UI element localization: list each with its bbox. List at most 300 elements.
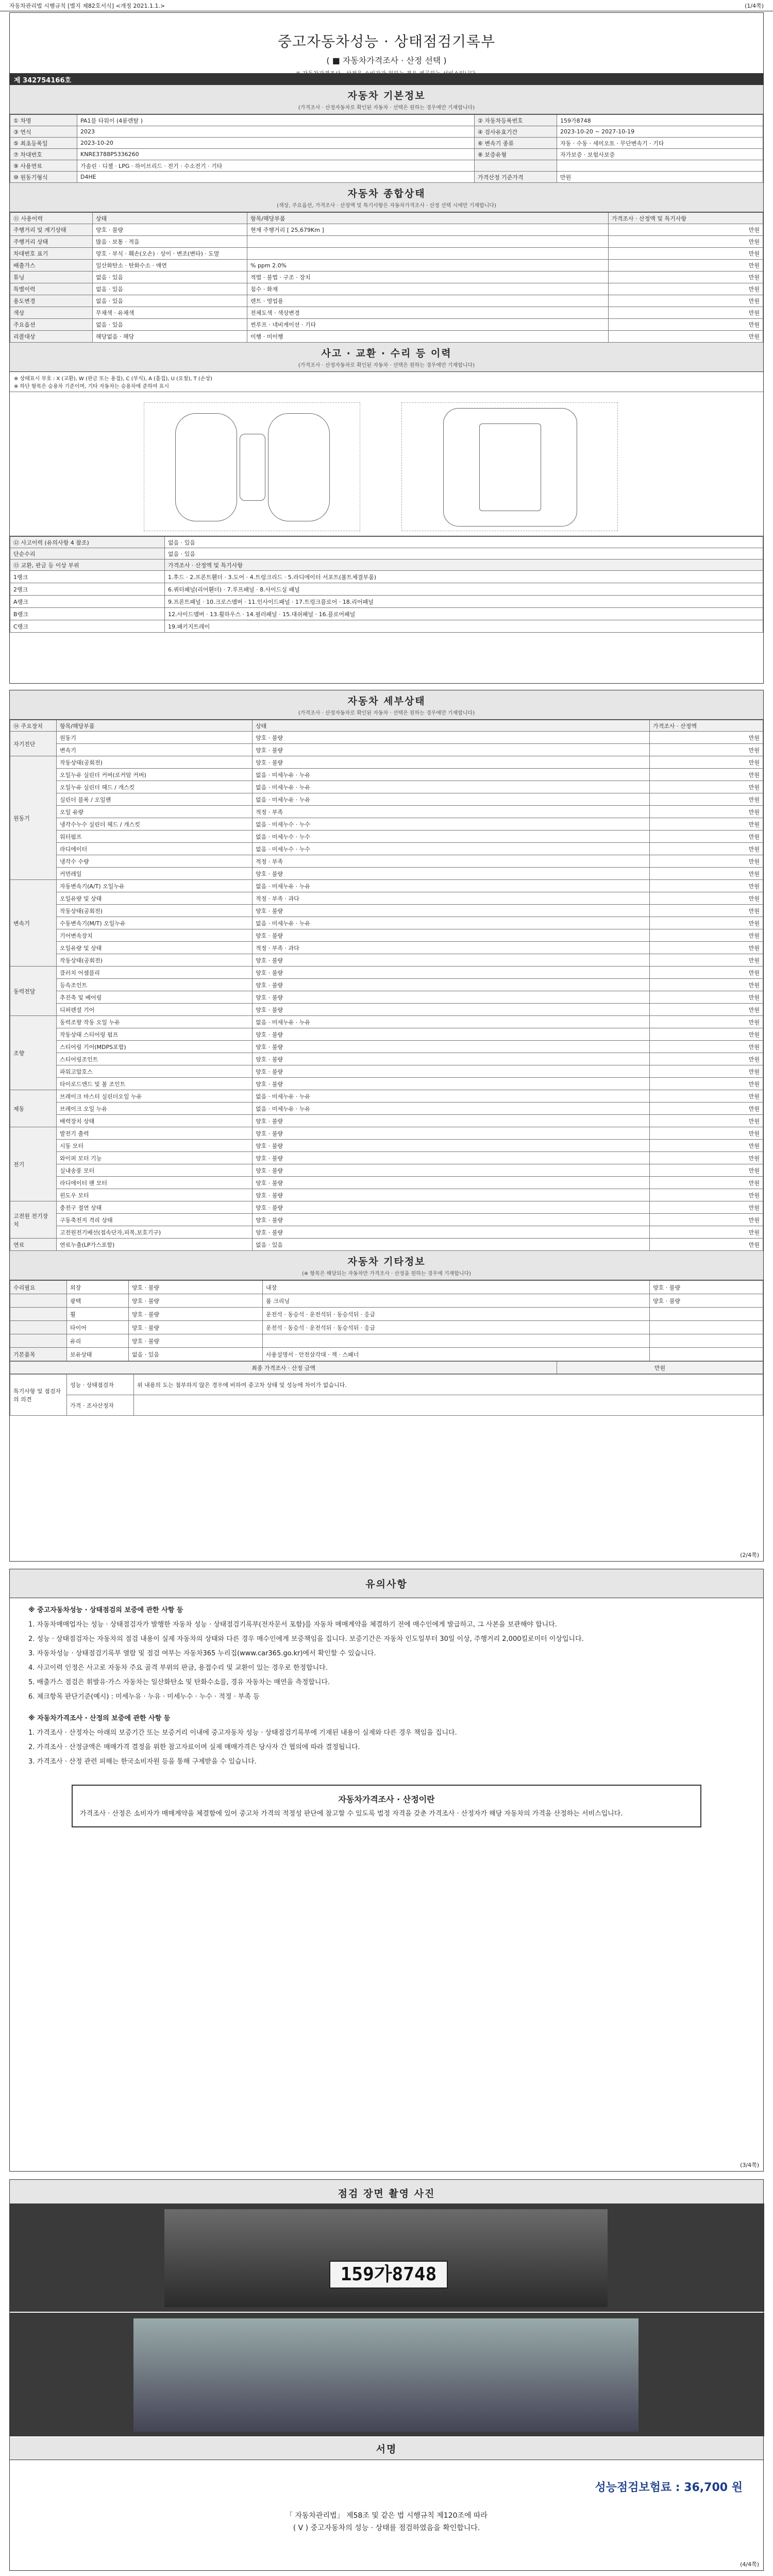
part-state: 없음 · 미세누유 · 누유 xyxy=(253,1090,650,1103)
table-row xyxy=(10,942,763,954)
row-label: 주행거리 및 계기상태 xyxy=(10,224,93,236)
item-state: 양호 · 불량 xyxy=(129,1281,263,1294)
item-label: 보유상태 xyxy=(67,1348,129,1361)
part-name: 라디에이터 xyxy=(57,843,253,855)
part-name: 워터펌프 xyxy=(57,831,253,843)
row-state: 없음 · 있음 xyxy=(165,548,763,560)
part-name: 연료누출(LP가스포함) xyxy=(57,1239,253,1251)
table-row xyxy=(10,892,763,905)
panel-items: 1.후드 · 2.프론트휀더 · 3.도어 · 4.트렁크리드 · 5.라디에이터 서포트(볼트체결부품) xyxy=(165,571,763,583)
section-title: 점검 장면 촬영 사진 xyxy=(338,2188,435,2199)
row-label: ⑬ 교환, 판금 등 이상 부위 xyxy=(10,560,165,571)
table-row xyxy=(10,248,763,260)
panel-items: 6.쿼터패널(리어휀더) · 7.루프패널 · 8.사이드실 패널 xyxy=(165,583,763,596)
item-state-2: 양호 · 불량 xyxy=(650,1281,763,1294)
field-value: 2023-10-20 ~ 2027-10-19 xyxy=(557,126,763,138)
field-value: D4HE xyxy=(77,172,475,183)
table-row xyxy=(10,260,763,272)
part-state: 양호 · 불량 xyxy=(253,1127,650,1140)
part-price: 만원 xyxy=(650,979,763,991)
row-price: 만원 xyxy=(609,260,763,272)
underside-photo xyxy=(10,2313,764,2436)
table-row xyxy=(10,855,763,868)
part-price: 만원 xyxy=(650,1078,763,1090)
group-label: 원동기 xyxy=(10,756,57,880)
panel-rank: 1랭크 xyxy=(10,571,165,583)
field-value: PA1블 타워이 (4륜렌탈 ) xyxy=(77,115,475,126)
part-price: 만원 xyxy=(650,929,763,942)
table-row xyxy=(10,880,763,892)
field-value xyxy=(557,160,763,172)
part-price: 만원 xyxy=(650,880,763,892)
appraiser-remarks xyxy=(134,1395,763,1416)
table-row xyxy=(10,1281,763,1294)
table-row xyxy=(10,620,763,633)
part-state: 적정 · 부족 xyxy=(253,806,650,818)
item-label-2: 운전석 · 동승석 · 운전석뒤 · 동승석뒤 · 응급 xyxy=(263,1308,650,1321)
notice-section xyxy=(10,1569,763,1598)
field-label: ① 차명 xyxy=(10,115,77,126)
part-name: 냉각수누수 실린더 헤드 / 개스킷 xyxy=(57,818,253,831)
table-row xyxy=(10,1164,763,1177)
part-state: 양호 · 불량 xyxy=(253,1214,650,1226)
notice-heading: ※ 중고자동차성능 · 상태점검의 보증에 관한 사항 등 xyxy=(28,1606,183,1614)
field-label: ⑨ 사용연료 xyxy=(10,160,77,172)
table-row xyxy=(10,1016,763,1028)
field-label: ③ 연식 xyxy=(10,126,77,138)
section-title: 자동차 세부상태 xyxy=(347,696,426,707)
part-state: 양호 · 불량 xyxy=(253,1041,650,1053)
part-price: 만원 xyxy=(650,892,763,905)
section-note: (가격조사 · 산정자동차로 확인된 자동차 · 선택은 원하는 경우에만 기재합니다) xyxy=(298,710,475,716)
row-label: 단순수리 xyxy=(10,548,165,560)
group-label xyxy=(10,1321,67,1334)
row-label: ⑫ 사고이력 (유의사항 4 참조) xyxy=(10,537,165,548)
row-state: 무채색 · 유채색 xyxy=(93,307,247,319)
part-price: 만원 xyxy=(650,868,763,880)
row-state: 없음 · 있음 xyxy=(93,283,247,295)
col-header: 항목/해당부품 xyxy=(57,720,253,732)
row-label: 리콜대상 xyxy=(10,331,93,343)
field-label: ⑥ 변속기 종류 xyxy=(475,138,557,149)
notice-item: 2. 성능 · 상태점검자는 자동차의 점검 내용이 실제 자동차의 상태와 다른 경우 매수인에게 보증책임을 집니다. 보증기간은 자동차 인도일부터 30일 이상, 주행거리 2,000킬로미터 이상입니다. xyxy=(28,1635,584,1643)
row-state: 없음 · 있음 xyxy=(93,319,247,331)
table-row xyxy=(10,1239,763,1251)
col-header: ⑭ 주요장치 xyxy=(10,720,57,732)
form-header xyxy=(10,13,763,85)
page-2 xyxy=(9,690,764,1562)
part-state: 적정 · 부족 · 과다 xyxy=(253,942,650,954)
part-state: 양호 · 불량 xyxy=(253,732,650,744)
part-state: 양호 · 불량 xyxy=(253,954,650,967)
part-price: 만원 xyxy=(650,1177,763,1189)
car-diagram xyxy=(10,392,763,536)
table-row xyxy=(10,1321,763,1334)
field-value: 2023 xyxy=(77,126,475,138)
table-row xyxy=(10,571,763,583)
table-row xyxy=(10,1127,763,1140)
overall-section xyxy=(10,183,763,212)
part-name: 파워고압호스 xyxy=(57,1065,253,1078)
table-row xyxy=(10,781,763,793)
row-item: 이행 · 미이행 xyxy=(247,331,609,343)
section-note: (가격조사 · 산정자동차로 확인된 자동차 · 선택은 원하는 경우에만 기재합니다) xyxy=(298,363,475,368)
table-row xyxy=(10,1201,763,1214)
item-label: 광택 xyxy=(67,1294,129,1308)
item-label: 외장 xyxy=(67,1281,129,1294)
overall-table xyxy=(10,212,763,343)
part-state: 양호 · 불량 xyxy=(253,1053,650,1065)
part-price: 만원 xyxy=(650,756,763,769)
row-label: 주행거리 상태 xyxy=(10,236,93,248)
part-name: 추진축 및 베어링 xyxy=(57,991,253,1004)
part-name: 와이퍼 모터 기능 xyxy=(57,1152,253,1164)
row-price: 만원 xyxy=(609,295,763,307)
row-label: 튜닝 xyxy=(10,272,93,283)
row-item: 썬루프 · 네비게이션 · 기타 xyxy=(247,319,609,331)
col-header: ⑪ 사용이력 xyxy=(10,213,93,224)
part-state: 양호 · 불량 xyxy=(253,744,650,756)
col-header: 가격조사 · 산정액 및 특기사항 xyxy=(609,213,763,224)
table-row xyxy=(10,1152,763,1164)
row-label: 가격조사 · 산정액 및 특기사항 xyxy=(165,560,763,571)
table-row xyxy=(10,1334,763,1348)
part-name: 스티어링 기어(MDPS포함) xyxy=(57,1041,253,1053)
row-price: 만원 xyxy=(609,224,763,236)
part-state: 양호 · 불량 xyxy=(253,929,650,942)
table-row xyxy=(10,596,763,608)
panel-rank: C랭크 xyxy=(10,620,165,633)
page-indicator: (4/4쪽) xyxy=(740,2561,759,2568)
field-label: ⑤ 최초등록일 xyxy=(10,138,77,149)
table-row xyxy=(10,1041,763,1053)
field-label: 가격산정 기준가격 xyxy=(475,172,557,183)
group-label: 연료 xyxy=(10,1239,57,1251)
part-state: 없음 · 미세누유 · 누유 xyxy=(253,880,650,892)
part-state: 적정 · 부족 xyxy=(253,855,650,868)
table-row xyxy=(10,806,763,818)
part-name: 디퍼렌셜 기어 xyxy=(57,1004,253,1016)
row-state: 없음 · 있음 xyxy=(165,537,763,548)
legend-text: ※ 상태표시 부호 : X (교환), W (판금 또는 용접), C (부식), A (흠집), U (요철), T (손상) xyxy=(14,376,213,382)
table-row xyxy=(10,843,763,855)
part-state: 양호 · 불량 xyxy=(253,967,650,979)
section-title: 자동차 기타정보 xyxy=(347,1256,426,1267)
part-name: 실내송풍 모터 xyxy=(57,1164,253,1177)
part-state: 없음 · 미세누유 · 누유 xyxy=(253,769,650,781)
group-label: 제동 xyxy=(10,1090,57,1127)
part-price: 만원 xyxy=(650,1164,763,1177)
notice-heading-2: ※ 자동차가격조사 · 산정의 보증에 관한 사항 등 xyxy=(28,1715,171,1722)
part-name: 커먼레일 xyxy=(57,868,253,880)
row-item xyxy=(247,248,609,260)
remarks-table xyxy=(10,1374,763,1416)
part-state: 없음 · 미세누유 · 누유 xyxy=(253,1016,650,1028)
part-state: 양호 · 불량 xyxy=(253,1164,650,1177)
table-row xyxy=(10,1103,763,1115)
basic-info-table xyxy=(10,114,763,183)
part-state: 없음 · 있음 xyxy=(253,1239,650,1251)
part-price: 만원 xyxy=(650,793,763,806)
table-row xyxy=(10,172,763,183)
part-name: 타이로드엔드 및 볼 조인트 xyxy=(57,1078,253,1090)
part-price: 만원 xyxy=(650,1053,763,1065)
form-subtitle: ( ■ 자동차가격조사 · 산정 선택 ) xyxy=(326,56,447,65)
part-price: 만원 xyxy=(650,1090,763,1103)
detail-table xyxy=(10,720,763,1251)
row-item: 전체도색 · 색상변경 xyxy=(247,307,609,319)
part-price: 만원 xyxy=(650,818,763,831)
part-name: 작동상태(공회전) xyxy=(57,905,253,917)
part-state: 양호 · 불량 xyxy=(253,1152,650,1164)
row-label: 용도변경 xyxy=(10,295,93,307)
col-header: 가격조사 · 산정액 xyxy=(650,720,763,732)
table-row xyxy=(10,868,763,880)
page-1 xyxy=(9,12,764,684)
part-name: 동력조향 작동 오일 누유 xyxy=(57,1016,253,1028)
panel-items: 12.사이드멤버 · 13.휠하우스 · 14.필러패널 · 15.대쉬패널 · 16.플로어패널 xyxy=(165,608,763,620)
part-price: 만원 xyxy=(650,1065,763,1078)
appraisal-info-box xyxy=(72,1785,701,1827)
table-row xyxy=(10,319,763,331)
item-state: 양호 · 불량 xyxy=(129,1294,263,1308)
part-name: 오일유량 및 상태 xyxy=(57,892,253,905)
row-item: 현재 주행거리 [ 25,679Km ] xyxy=(247,224,609,236)
notice-item: 3. 자동차성능 · 상태점검기록부 열람 및 점검 여부는 자동차365 누리집(www.car365.go.kr)에서 확인할 수 있습니다. xyxy=(28,1650,376,1657)
part-price: 만원 xyxy=(650,1214,763,1226)
notice-item: 6. 체크항목 판단기준(예시) : 미세누유 · 누유 · 미세누수 · 누수 · 적정 · 부족 등 xyxy=(28,1693,260,1701)
panel-items: 9.프론트패널 · 10.크로스멤버 · 11.인사이드패널 · 17.트렁크플로어 · 18.리어패널 xyxy=(165,596,763,608)
notice-item: 4. 사고이력 인정은 사고로 자동차 주요 골격 부위의 판금, 용접수리 및 교환이 있는 경우로 한정합니다. xyxy=(28,1664,328,1672)
col-header: 항목/해당부품 xyxy=(247,213,609,224)
table-row xyxy=(10,1090,763,1103)
table-row xyxy=(10,917,763,929)
table-row xyxy=(10,1053,763,1065)
item-label-2: 운전석 · 동승석 · 운전석뒤 · 동승석뒤 · 응급 xyxy=(263,1321,650,1334)
row-state: 양호 · 불량 xyxy=(93,224,247,236)
detail-section xyxy=(10,690,763,720)
table-row xyxy=(10,1214,763,1226)
section-title: 사고 · 교환 · 수리 등 이력 xyxy=(321,348,452,359)
front-photo xyxy=(10,2204,764,2312)
group-label: 전기 xyxy=(10,1127,57,1201)
part-name: 변속기 xyxy=(57,744,253,756)
law-statement-2: ( V ) 중고자동차의 성능 · 상태를 점검하였음을 확인합니다. xyxy=(293,2524,480,2532)
section-title: 서명 xyxy=(376,2444,397,2455)
row-label: 주요옵션 xyxy=(10,319,93,331)
section-note: (※ 항목은 해당되는 자동차만 가격조사 · 산정을 원하는 경우에 기재합니다) xyxy=(301,1271,472,1277)
row-item: 렌트 · 영업용 xyxy=(247,295,609,307)
part-state: 양호 · 불량 xyxy=(253,1078,650,1090)
table-row xyxy=(10,272,763,283)
part-price: 만원 xyxy=(650,991,763,1004)
row-state: 없음 · 있음 xyxy=(93,272,247,283)
table-row xyxy=(10,967,763,979)
part-price: 만원 xyxy=(650,1103,763,1115)
part-state: 양호 · 불량 xyxy=(253,1226,650,1239)
part-name: 발전기 출력 xyxy=(57,1127,253,1140)
item-label: 휠 xyxy=(67,1308,129,1321)
row-price: 만원 xyxy=(609,272,763,283)
section-title: 유의사항 xyxy=(365,1579,408,1590)
field-value: 자가보증 · 보험사보증 xyxy=(557,149,763,160)
table-row xyxy=(10,1294,763,1308)
table-row xyxy=(10,295,763,307)
table-row xyxy=(10,991,763,1004)
part-price: 만원 xyxy=(650,954,763,967)
table-row xyxy=(10,732,763,744)
remarks-label: 특기사항 및 점검자의 의견 xyxy=(10,1375,67,1416)
row-label: 색상 xyxy=(10,307,93,319)
table-row xyxy=(10,548,763,560)
section-title: 자동차 기본정보 xyxy=(347,90,426,101)
row-label: 차대번호 표기 xyxy=(10,248,93,260)
item-state-2 xyxy=(650,1334,763,1348)
row-price: 만원 xyxy=(609,283,763,295)
group-label: 고전원 전기장치 xyxy=(10,1201,57,1239)
row-label: 배출가스 xyxy=(10,260,93,272)
row-item: % ppm 2.0% xyxy=(247,260,609,272)
part-price: 만원 xyxy=(650,1127,763,1140)
part-name: 등속조인트 xyxy=(57,979,253,991)
field-label: ⑦ 차대번호 xyxy=(10,149,77,160)
group-label: 수리필요 xyxy=(10,1281,67,1294)
part-state: 없음 · 미세누유 · 누유 xyxy=(253,1103,650,1115)
section-title: 자동차 종합상태 xyxy=(347,188,426,199)
table-row xyxy=(10,1226,763,1239)
table-row xyxy=(10,905,763,917)
table-row xyxy=(10,818,763,831)
part-state: 양호 · 불량 xyxy=(253,1028,650,1041)
part-name: 기어변속장치 xyxy=(57,929,253,942)
part-price: 만원 xyxy=(650,905,763,917)
part-state: 없음 · 미세누수 · 누수 xyxy=(253,843,650,855)
table-row xyxy=(10,769,763,781)
table-row xyxy=(10,1115,763,1127)
part-state: 없음 · 미세누유 · 누유 xyxy=(253,793,650,806)
section-note: (색상, 주요옵션, 가격조사 · 산정액 및 특기사항은 자동차가격조사 · 산정 선택 시에만 기재합니다) xyxy=(277,203,496,209)
part-name: 자동변속기(A/T) 오일누유 xyxy=(57,880,253,892)
part-name: 냉각수 수량 xyxy=(57,855,253,868)
part-name: 실린더 블록 / 오일팬 xyxy=(57,793,253,806)
part-price: 만원 xyxy=(650,781,763,793)
part-price: 만원 xyxy=(650,831,763,843)
part-state: 양호 · 불량 xyxy=(253,1140,650,1152)
table-row xyxy=(10,1028,763,1041)
notice-item: 5. 배출가스 점검은 휘발유·가스 자동차는 일산화탄소 및 탄화수소를, 경유 자동차는 매연을 측정합니다. xyxy=(28,1679,330,1686)
accident-section xyxy=(10,343,763,372)
part-name: 클러치 어셈블리 xyxy=(57,967,253,979)
row-price: 만원 xyxy=(609,331,763,343)
item-state-2 xyxy=(650,1321,763,1334)
part-name: 구동축전지 격리 상태 xyxy=(57,1214,253,1226)
field-label: ⑧ 보증유형 xyxy=(475,149,557,160)
insurance-fee: 성능점검보험료 : 36,700 원 xyxy=(595,2481,743,2494)
table-row xyxy=(10,115,763,126)
group-label xyxy=(10,1294,67,1308)
table-row xyxy=(10,537,763,548)
box-title: 자동차가격조사 · 산정이란 xyxy=(338,1794,435,1804)
part-name: 작동상태(공회전) xyxy=(57,954,253,967)
notice-item: 1. 가격조사 · 산정자는 아래의 보증기간 또는 보증거리 이내에 중고자동차 성능 · 상태점검기록부에 기재된 내용이 실제와 다른 경우 책임을 집니다. xyxy=(28,1729,457,1737)
part-price: 만원 xyxy=(650,1140,763,1152)
part-name: 작동상태 스티어링 펌프 xyxy=(57,1028,253,1041)
item-state-2 xyxy=(650,1308,763,1321)
table-row xyxy=(10,331,763,343)
field-value: 자동 · 수동 · 세미오토 · 무단변속기 · 기타 xyxy=(557,138,763,149)
part-price: 만원 xyxy=(650,1028,763,1041)
table-row xyxy=(10,1078,763,1090)
basic-info-section xyxy=(10,85,763,114)
part-name: 오일누유 실린더 커버(로커암 커버) xyxy=(57,769,253,781)
table-row xyxy=(10,307,763,319)
accident-table xyxy=(10,536,763,633)
group-label: 조향 xyxy=(10,1016,57,1090)
part-price: 만원 xyxy=(650,1226,763,1239)
part-state: 양호 · 불량 xyxy=(253,905,650,917)
group-label: 자기진단 xyxy=(10,732,57,756)
table-row xyxy=(10,560,763,571)
part-state: 양호 · 불량 xyxy=(253,1189,650,1201)
part-price: 만원 xyxy=(650,806,763,818)
row-item: 적법 · 불법 · 구조 · 장치 xyxy=(247,272,609,283)
part-state: 없음 · 미세누유 · 누유 xyxy=(253,781,650,793)
page-indicator: (2/4쪽) xyxy=(740,1552,759,1558)
table-row xyxy=(10,583,763,596)
part-state: 양호 · 불량 xyxy=(253,868,650,880)
table-row xyxy=(10,149,763,160)
photo-section xyxy=(10,2180,763,2207)
part-price: 만원 xyxy=(650,1152,763,1164)
part-price: 만원 xyxy=(650,1041,763,1053)
part-name: 브레이크 오일 누유 xyxy=(57,1103,253,1115)
part-name: 수동변속기(M/T) 오일누유 xyxy=(57,917,253,929)
part-price: 만원 xyxy=(650,1115,763,1127)
row-state: 양호 · 부식 · 훼손(오손) · 상이 · 변조(변타) · 도말 xyxy=(93,248,247,260)
sign-section xyxy=(10,2437,763,2460)
part-state: 양호 · 불량 xyxy=(253,756,650,769)
part-price: 만원 xyxy=(650,1189,763,1201)
row-item xyxy=(247,236,609,248)
table-row xyxy=(10,979,763,991)
part-name: 스티어링조인트 xyxy=(57,1053,253,1065)
table-row xyxy=(10,1065,763,1078)
box-text: 가격조사 · 산정은 소비자가 매매계약을 체결함에 있어 중고차 가격의 적정성 판단에 참고할 수 있도록 법정 자격을 갖춘 가격조사 · 산정자가 해당 자동차의 가격을 산정하는 서비스입니다. xyxy=(80,1810,623,1818)
group-label: 동력전달 xyxy=(10,967,57,1016)
item-label-2: 내장 xyxy=(263,1281,650,1294)
inspector-remarks: 위 내용의 도는 첨부하지 않은 경우에 비하여 중고차 상태 및 성능에 차이가 없습니다. xyxy=(134,1375,763,1395)
group-label: 변속기 xyxy=(10,880,57,967)
row-state: 일산화탄소 · 탄화수소 · 매연 xyxy=(93,260,247,272)
license-plate: 159가8748 xyxy=(329,2261,448,2289)
table-row xyxy=(10,954,763,967)
part-state: 양호 · 불량 xyxy=(253,1201,650,1214)
field-value: 만원 xyxy=(557,172,763,183)
row-state: 많음 · 보통 · 적음 xyxy=(93,236,247,248)
table-row xyxy=(10,831,763,843)
page-indicator: (3/4쪽) xyxy=(740,2162,759,2168)
item-label-2: 룸 크리닝 xyxy=(263,1294,650,1308)
part-name: 작동상태(공회전) xyxy=(57,756,253,769)
part-name: 배력장치 상태 xyxy=(57,1115,253,1127)
part-name: 브레이크 마스터 실린더오일 누유 xyxy=(57,1090,253,1103)
panel-rank: B랭크 xyxy=(10,608,165,620)
part-state: 적정 · 부족 · 과다 xyxy=(253,892,650,905)
table-row xyxy=(10,224,763,236)
part-price: 만원 xyxy=(650,744,763,756)
panel-items: 19.패키지트레이 xyxy=(165,620,763,633)
page-3 xyxy=(9,1569,764,2172)
